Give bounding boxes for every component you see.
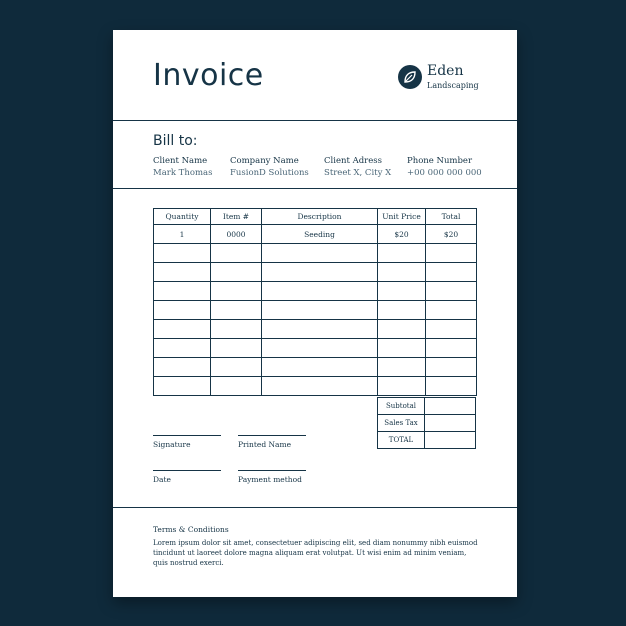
- table-cell: [154, 263, 211, 282]
- table-cell: [154, 244, 211, 263]
- table-cell: [211, 244, 262, 263]
- table-cell: [426, 301, 477, 320]
- table-row: [154, 339, 477, 358]
- column-header: Quantity: [154, 209, 211, 225]
- subtotal-row: [378, 398, 476, 415]
- table-cell: [211, 263, 262, 282]
- column-header: Unit Price: [378, 209, 426, 225]
- footer-divider: [113, 507, 517, 508]
- table-cell: [262, 244, 378, 263]
- table-cell: [262, 377, 378, 396]
- table-cell: [426, 358, 477, 377]
- table-cell: [211, 301, 262, 320]
- payment-method-line: [238, 470, 306, 471]
- table-row: [154, 244, 477, 263]
- table-cell: Seeding: [262, 225, 378, 244]
- table-cell: [211, 282, 262, 301]
- table-cell: [154, 358, 211, 377]
- header-divider: [113, 120, 517, 121]
- table-header-row: [154, 209, 477, 225]
- total-row: [378, 432, 476, 449]
- table-cell: [154, 377, 211, 396]
- brand-tagline: Landscaping: [427, 81, 479, 90]
- bill-to-heading: Bill to:: [153, 133, 198, 149]
- table-cell: [426, 282, 477, 301]
- page-title: Invoice: [153, 58, 264, 93]
- totals-table: [377, 397, 476, 449]
- table-cell: [211, 339, 262, 358]
- table-cell: $20: [378, 225, 426, 244]
- phone-number-label: Phone Number: [407, 156, 473, 166]
- subtotal-label: Subtotal: [378, 398, 425, 415]
- sales-tax-value: [425, 415, 476, 432]
- total-value: [425, 432, 476, 449]
- table-cell: [154, 301, 211, 320]
- column-header: Total: [426, 209, 477, 225]
- payment-method-label: Payment method: [238, 475, 302, 484]
- client-name-value: Mark Thomas: [153, 168, 213, 178]
- table-cell: [154, 282, 211, 301]
- company-name-label: Company Name: [230, 156, 299, 166]
- sales-tax-label: Sales Tax: [378, 415, 425, 432]
- signature-line: [153, 435, 221, 436]
- terms-body: Lorem ipsum dolor sit amet, consectetuer adipiscing elit, sed diam nonummy nibh euismod tincidunt ut laoreet dolore magna aliquam erat volutpat. Ut wisi enim ad minim veniam, quis nostrud exerci.: [153, 539, 478, 567]
- table-cell: [426, 244, 477, 263]
- table-row: [154, 377, 477, 396]
- client-address-value: Street X, City X: [324, 168, 392, 178]
- printed-name-line: [238, 435, 306, 436]
- table-cell: [211, 320, 262, 339]
- terms-title: Terms & Conditions: [153, 525, 229, 534]
- table-cell: [426, 339, 477, 358]
- table-cell: [262, 320, 378, 339]
- column-header: Item #: [211, 209, 262, 225]
- leaf-icon: [398, 65, 422, 89]
- total-label: TOTAL: [378, 432, 425, 449]
- table-cell: [378, 339, 426, 358]
- column-header: Description: [262, 209, 378, 225]
- company-name-value: FusionD Solutions: [230, 168, 309, 178]
- date-line: [153, 470, 221, 471]
- table-cell: [262, 339, 378, 358]
- table-cell: [211, 377, 262, 396]
- phone-number-value: +00 000 000 000: [407, 168, 482, 178]
- table-cell: [378, 244, 426, 263]
- invoice-page: [113, 30, 517, 597]
- table-cell: [378, 282, 426, 301]
- table-cell: [154, 339, 211, 358]
- table-cell: [426, 377, 477, 396]
- table-cell: [211, 358, 262, 377]
- table-cell: [378, 358, 426, 377]
- table-row: [154, 263, 477, 282]
- signature-label: Signature: [153, 440, 191, 449]
- date-label: Date: [153, 475, 171, 484]
- client-address-label: Client Adress: [324, 156, 382, 166]
- table-cell: [378, 320, 426, 339]
- sales-tax-row: [378, 415, 476, 432]
- table-cell: 0000: [211, 225, 262, 244]
- table-cell: [378, 263, 426, 282]
- client-name-label: Client Name: [153, 156, 208, 166]
- billto-divider: [113, 188, 517, 189]
- table-cell: [262, 301, 378, 320]
- table-cell: [426, 263, 477, 282]
- table-cell: $20: [426, 225, 477, 244]
- items-table: [153, 208, 477, 396]
- table-cell: [378, 301, 426, 320]
- table-row: [154, 358, 477, 377]
- brand-name: Eden: [427, 63, 464, 79]
- table-cell: [378, 377, 426, 396]
- table-cell: 1: [154, 225, 211, 244]
- table-row: [154, 320, 477, 339]
- table-row: [154, 301, 477, 320]
- printed-name-label: Printed Name: [238, 440, 292, 449]
- table-cell: [262, 358, 378, 377]
- table-cell: [426, 320, 477, 339]
- table-row: [154, 282, 477, 301]
- subtotal-value: [425, 398, 476, 415]
- table-cell: [262, 282, 378, 301]
- table-cell: [154, 320, 211, 339]
- table-row: [154, 225, 477, 244]
- table-cell: [262, 263, 378, 282]
